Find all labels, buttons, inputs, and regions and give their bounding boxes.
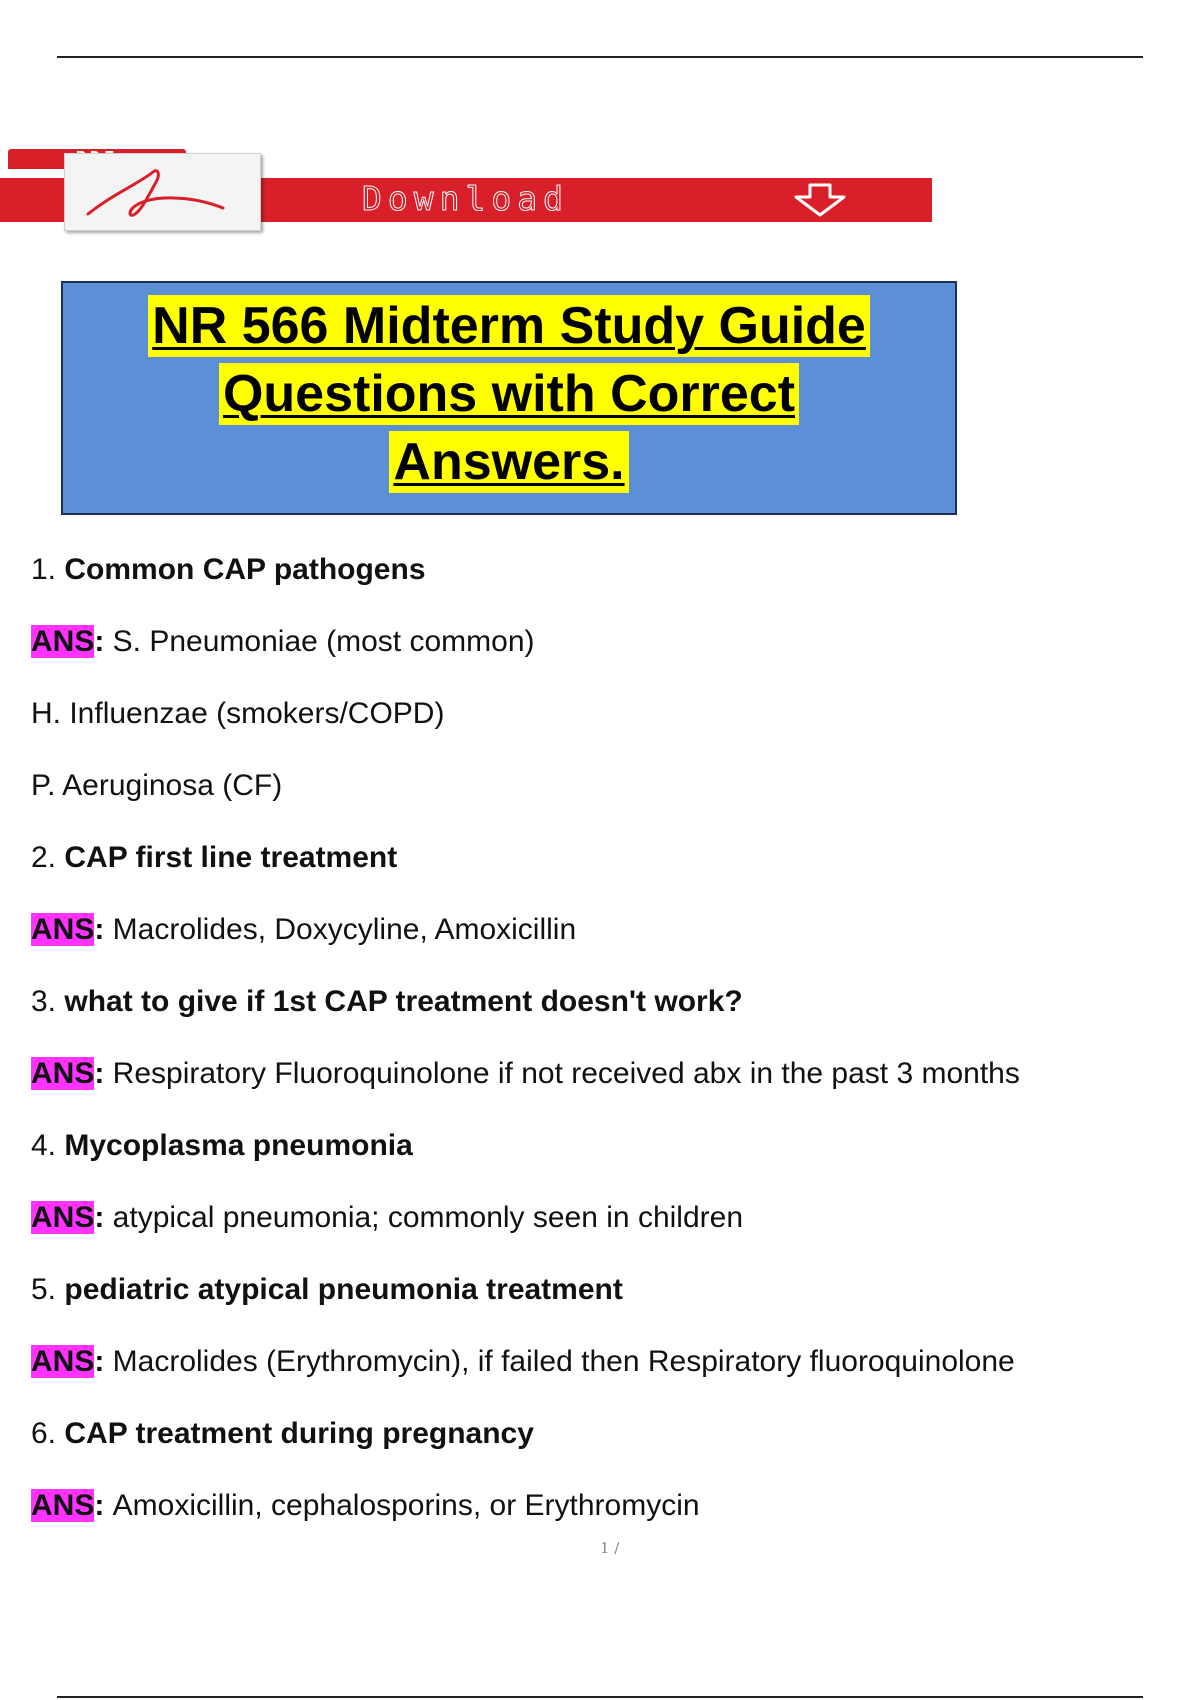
ans-label: ANS: [31, 1489, 95, 1522]
answer-6: ANS: Amoxicillin, cephalosporins, or Erythromycin: [31, 1489, 700, 1522]
answer-text: Macrolides (Erythromycin), if failed then Respiratory fluoroquinolone: [112, 1345, 1015, 1378]
question-answer-list: [31, 552, 1151, 1560]
question-text: CAP treatment during pregnancy: [64, 1417, 534, 1450]
title-line-2: Questions with Correct: [219, 363, 799, 425]
question-text: Mycoplasma pneumonia: [64, 1129, 413, 1162]
title-line-1-wrap: [63, 289, 955, 357]
question-number: 6.: [31, 1417, 57, 1450]
document-title-box: [61, 281, 957, 515]
ans-label: ANS: [31, 913, 95, 946]
ans-label: ANS: [31, 625, 95, 658]
question-number: 5.: [31, 1273, 57, 1306]
answer-4: ANS: atypical pneumonia; commonly seen in children: [31, 1201, 744, 1234]
answer-text: Amoxicillin, cephalosporins, or Erythromycin: [112, 1489, 700, 1522]
question-number: 3.: [31, 985, 57, 1018]
pdf-download-banner[interactable]: [0, 143, 935, 233]
ans-label: ANS: [31, 1057, 95, 1090]
title-line-3-wrap: [63, 425, 955, 493]
title-line-2-wrap: [63, 357, 955, 425]
question-text: Common CAP pathogens: [64, 553, 426, 586]
answer-1-extra-1: H. Influenzae (smokers/COPD): [31, 697, 445, 730]
question-text: pediatric atypical pneumonia treatment: [64, 1273, 623, 1306]
answer-1: ANS: S. Pneumoniae (most common): [31, 625, 535, 658]
question-text: what to give if 1st CAP treatment doesn't work?: [64, 985, 743, 1018]
answer-3: ANS: Respiratory Fluoroquinolone if not received abx in the past 3 months: [31, 1057, 1020, 1090]
title-line-3: Answers.: [389, 431, 628, 493]
question-3: [31, 984, 1151, 1020]
answer-1-extra-2: P. Aeruginosa (CF): [31, 769, 283, 802]
question-2: [31, 840, 1151, 876]
question-number: 2.: [31, 841, 57, 874]
question-number: 4.: [31, 1129, 57, 1162]
question-1: [31, 552, 1151, 588]
answer-text: S. Pneumoniae (most common): [112, 625, 535, 658]
acrobat-logo-icon: [83, 164, 233, 220]
pdf-file-icon: [64, 153, 261, 231]
bottom-rule: [57, 1696, 1143, 1698]
ans-label: ANS: [31, 1201, 95, 1234]
ans-label: ANS: [31, 1345, 95, 1378]
download-label[interactable]: Download: [362, 179, 569, 218]
question-number: 1.: [31, 553, 57, 586]
title-line-1: NR 566 Midterm Study Guide: [148, 295, 870, 357]
question-text: CAP first line treatment: [64, 841, 398, 874]
answer-5: ANS: Macrolides (Erythromycin), if failed then Respiratory fluoroquinolone: [31, 1345, 1015, 1378]
page-number: 1 /: [600, 1539, 620, 1557]
question-6: [31, 1416, 1151, 1452]
answer-text: Respiratory Fluoroquinolone if not received abx in the past 3 months: [112, 1057, 1020, 1090]
question-5: [31, 1272, 1151, 1308]
download-arrow-icon[interactable]: [790, 183, 850, 217]
answer-2: ANS: Macrolides, Doxycyline, Amoxicillin: [31, 913, 577, 946]
answer-text: atypical pneumonia; commonly seen in children: [112, 1201, 744, 1234]
top-rule: [57, 56, 1143, 58]
answer-text: Macrolides, Doxycyline, Amoxicillin: [112, 913, 577, 946]
question-4: [31, 1128, 1151, 1164]
